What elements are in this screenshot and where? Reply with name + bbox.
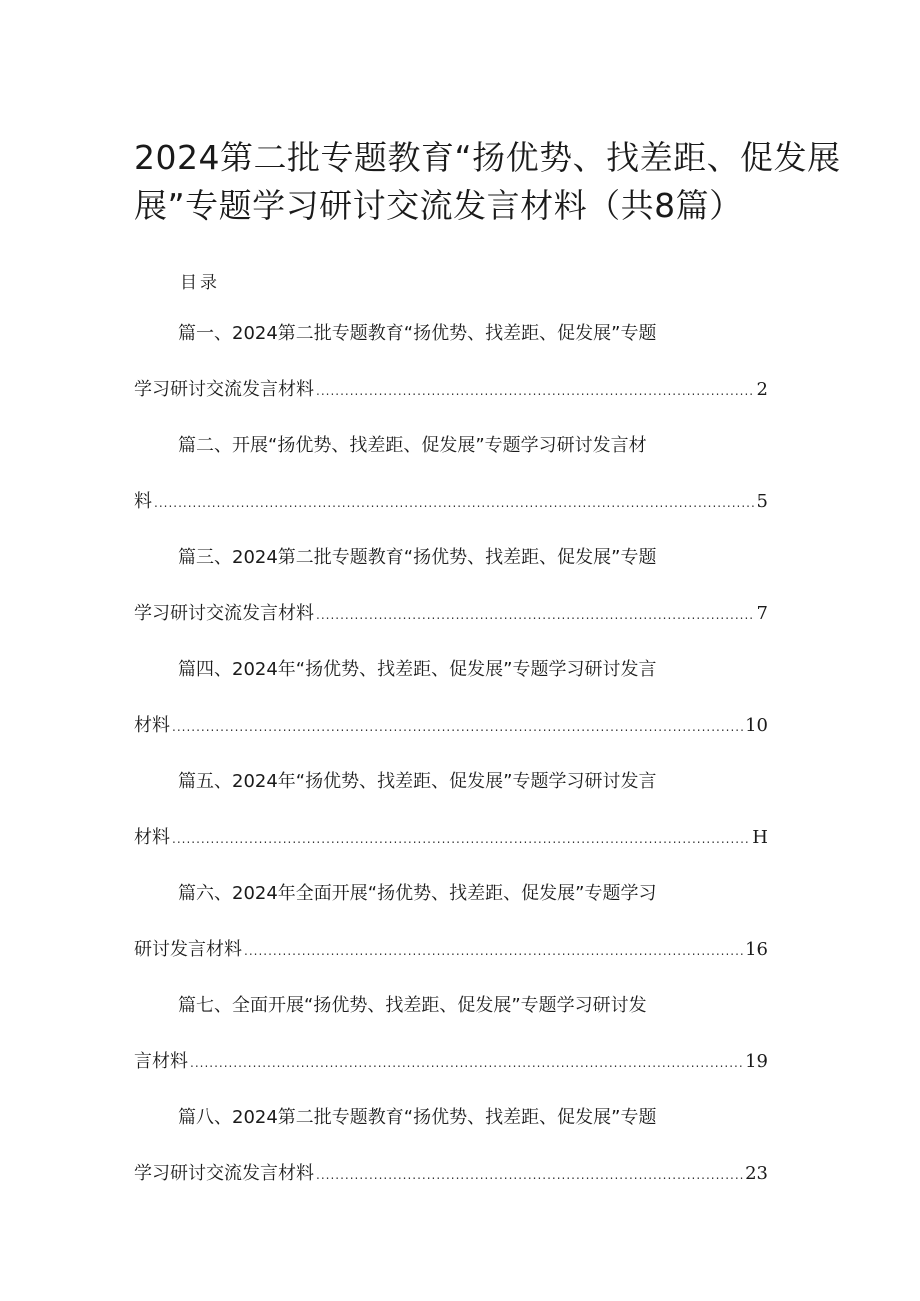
dot-leader <box>316 375 755 407</box>
toc-entry-title-cont: 研讨发言材料 <box>134 939 242 960</box>
title-line-1: 2024第二批专题教育“扬优势、找差距、促发展 <box>134 138 841 177</box>
toc-page-number: 16 <box>745 939 768 960</box>
toc-page-number: H <box>752 827 768 848</box>
title-line-2: 展”专题学习研讨交流发言材料（共8篇） <box>134 186 743 225</box>
toc-page-number: 23 <box>745 1163 768 1184</box>
toc-entry-continuation <box>134 822 768 854</box>
dot-leader <box>172 711 743 743</box>
dot-leader <box>172 823 750 855</box>
toc-entry-title-cont: 学习研讨交流发言材料 <box>134 603 314 624</box>
toc-entry-title: 篇二、开展“扬优势、找差距、促发展”专题学习研讨发言材 <box>178 435 647 456</box>
toc-page-number: 7 <box>756 603 768 624</box>
toc-entry-continuation <box>134 1158 768 1190</box>
toc-page-number: 10 <box>745 715 768 736</box>
toc-entry-3[interactable] <box>134 542 774 654</box>
toc-heading: 目录 <box>180 273 220 293</box>
toc-entry-title: 篇八、2024第二批专题教育“扬优势、找差距、促发展”专题 <box>178 1107 657 1128</box>
document-title <box>134 134 841 230</box>
toc-entry-title: 篇七、全面开展“扬优势、找差距、促发展”专题学习研讨发 <box>178 995 647 1016</box>
toc-entry-title-cont: 言材料 <box>134 1051 188 1072</box>
toc-entry-continuation <box>134 1046 768 1078</box>
toc-entry-7[interactable] <box>134 990 774 1102</box>
toc-entry-title-cont: 料 <box>134 491 152 512</box>
toc-entry-title: 篇五、2024年“扬优势、找差距、促发展”专题学习研讨发言 <box>178 771 657 792</box>
dot-leader <box>190 1047 743 1079</box>
toc-entry-continuation <box>134 374 768 406</box>
toc-entry-title: 篇六、2024年全面开展“扬优势、找差距、促发展”专题学习 <box>178 883 657 904</box>
toc-entry-title-cont: 学习研讨交流发言材料 <box>134 379 314 400</box>
toc-entry-1[interactable] <box>134 318 774 430</box>
dot-leader <box>316 599 755 631</box>
dot-leader <box>244 935 743 967</box>
toc-page-number: 19 <box>745 1051 768 1072</box>
dot-leader <box>154 487 755 519</box>
toc-entry-continuation <box>134 486 768 518</box>
toc-page-number: 5 <box>756 491 768 512</box>
toc-entry-continuation <box>134 598 768 630</box>
toc-entry-title-cont: 材料 <box>134 715 170 736</box>
toc-page-number: 2 <box>756 379 768 400</box>
dot-leader <box>316 1159 743 1191</box>
toc-entry-title: 篇一、2024第二批专题教育“扬优势、找差距、促发展”专题 <box>178 323 657 344</box>
toc-entry-title: 篇四、2024年“扬优势、找差距、促发展”专题学习研讨发言 <box>178 659 657 680</box>
toc-entry-title-cont: 材料 <box>134 827 170 848</box>
toc-entry-6[interactable] <box>134 878 774 990</box>
toc-entry-title-cont: 学习研讨交流发言材料 <box>134 1163 314 1184</box>
table-of-contents <box>134 318 774 1214</box>
toc-entry-title: 篇三、2024第二批专题教育“扬优势、找差距、促发展”专题 <box>178 547 657 568</box>
toc-entry-2[interactable] <box>134 430 774 542</box>
toc-entry-5[interactable] <box>134 766 774 878</box>
toc-entry-8[interactable] <box>134 1102 774 1214</box>
toc-entry-continuation <box>134 934 768 966</box>
toc-entry-continuation <box>134 710 768 742</box>
toc-entry-4[interactable] <box>134 654 774 766</box>
